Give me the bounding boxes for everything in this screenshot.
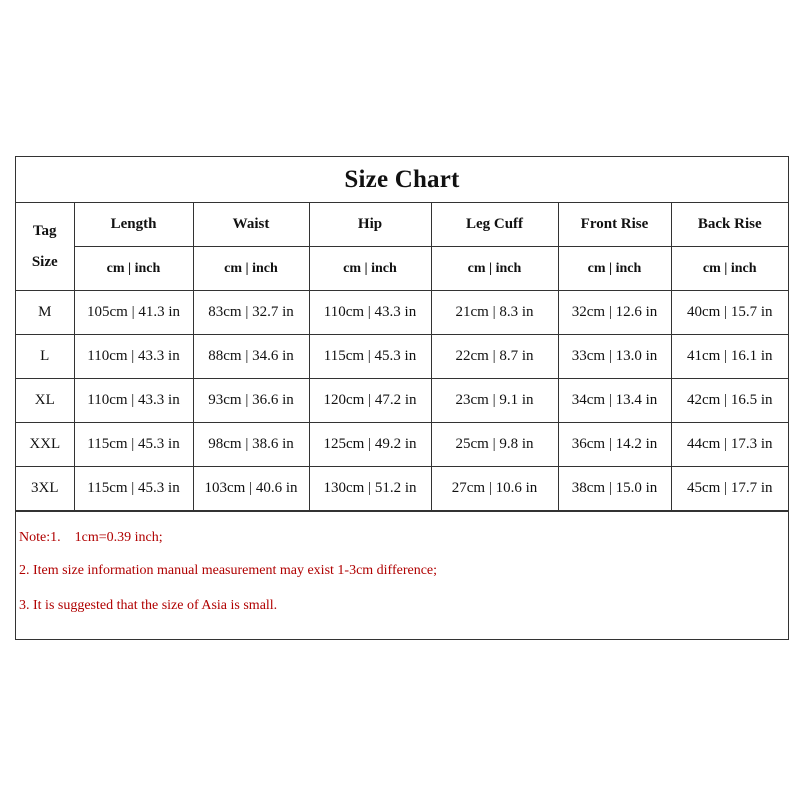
note-line-1 xyxy=(19,522,788,553)
size-table xyxy=(16,203,788,511)
value-cell: 110cm | 43.3 in xyxy=(309,291,431,335)
value-cell: 120cm | 47.2 in xyxy=(309,379,431,423)
size-chart xyxy=(15,156,789,640)
value-cell: 98cm | 38.6 in xyxy=(193,423,309,467)
value-cell: 32cm | 12.6 in xyxy=(558,291,671,335)
value-cell: 41cm | 16.1 in xyxy=(671,335,788,379)
note-line-3: 3. It is suggested that the size of Asia is small. xyxy=(19,598,278,613)
value-cell: 33cm | 13.0 in xyxy=(558,335,671,379)
value-cell: 110cm | 43.3 in xyxy=(74,335,193,379)
notes-section xyxy=(16,511,788,639)
value-cell: 115cm | 45.3 in xyxy=(74,423,193,467)
col-header-leg-cuff: Leg Cuff xyxy=(431,203,558,247)
value-cell: 27cm | 10.6 in xyxy=(431,467,558,511)
value-cell: 23cm | 9.1 in xyxy=(431,379,558,423)
unit-label-back-rise: cm | inch xyxy=(671,247,788,291)
value-cell: 83cm | 32.7 in xyxy=(193,291,309,335)
value-cell: 34cm | 13.4 in xyxy=(558,379,671,423)
tag-label: Tag xyxy=(32,222,57,239)
col-header-hip: Hip xyxy=(309,203,431,247)
table-row xyxy=(16,467,788,511)
value-cell: 21cm | 8.3 in xyxy=(431,291,558,335)
value-cell: 40cm | 15.7 in xyxy=(671,291,788,335)
note-line-2: 2. Item size information manual measurement may exist 1-3cm difference; xyxy=(19,563,438,578)
col-header-back-rise: Back Rise xyxy=(671,203,788,247)
value-cell: 125cm | 49.2 in xyxy=(309,423,431,467)
unit-label-front-rise: cm | inch xyxy=(558,247,671,291)
table-row xyxy=(16,423,788,467)
value-cell: 115cm | 45.3 in xyxy=(74,467,193,511)
value-cell: 45cm | 17.7 in xyxy=(671,467,788,511)
value-cell: 105cm | 41.3 in xyxy=(74,291,193,335)
value-cell: 36cm | 14.2 in xyxy=(558,423,671,467)
note-text-1: 1cm=0.39 inch; xyxy=(74,530,163,545)
col-header-length: Length xyxy=(74,203,193,247)
value-cell: 115cm | 45.3 in xyxy=(309,335,431,379)
unit-label-waist: cm | inch xyxy=(193,247,309,291)
value-cell: 130cm | 51.2 in xyxy=(309,467,431,511)
size-cell: XL xyxy=(16,379,74,423)
size-cell: M xyxy=(16,291,74,335)
value-cell: 38cm | 15.0 in xyxy=(558,467,671,511)
size-label: Size xyxy=(31,253,58,270)
value-cell: 42cm | 16.5 in xyxy=(671,379,788,423)
table-row xyxy=(16,335,788,379)
tag-size-header xyxy=(16,203,74,291)
unit-label-leg-cuff: cm | inch xyxy=(431,247,558,291)
value-cell: 93cm | 36.6 in xyxy=(193,379,309,423)
col-header-waist: Waist xyxy=(193,203,309,247)
value-cell: 25cm | 9.8 in xyxy=(431,423,558,467)
table-row xyxy=(16,379,788,423)
header-row xyxy=(16,203,788,247)
value-cell: 110cm | 43.3 in xyxy=(74,379,193,423)
note-prefix: Note:1. xyxy=(19,530,61,545)
value-cell: 22cm | 8.7 in xyxy=(431,335,558,379)
value-cell: 103cm | 40.6 in xyxy=(193,467,309,511)
chart-title: Size Chart xyxy=(16,157,788,203)
unit-row xyxy=(16,247,788,291)
size-cell: 3XL xyxy=(16,467,74,511)
value-cell: 88cm | 34.6 in xyxy=(193,335,309,379)
unit-label-hip: cm | inch xyxy=(309,247,431,291)
unit-label-length: cm | inch xyxy=(74,247,193,291)
table-row xyxy=(16,291,788,335)
col-header-front-rise: Front Rise xyxy=(558,203,671,247)
size-cell: L xyxy=(16,335,74,379)
size-cell: XXL xyxy=(16,423,74,467)
value-cell: 44cm | 17.3 in xyxy=(671,423,788,467)
